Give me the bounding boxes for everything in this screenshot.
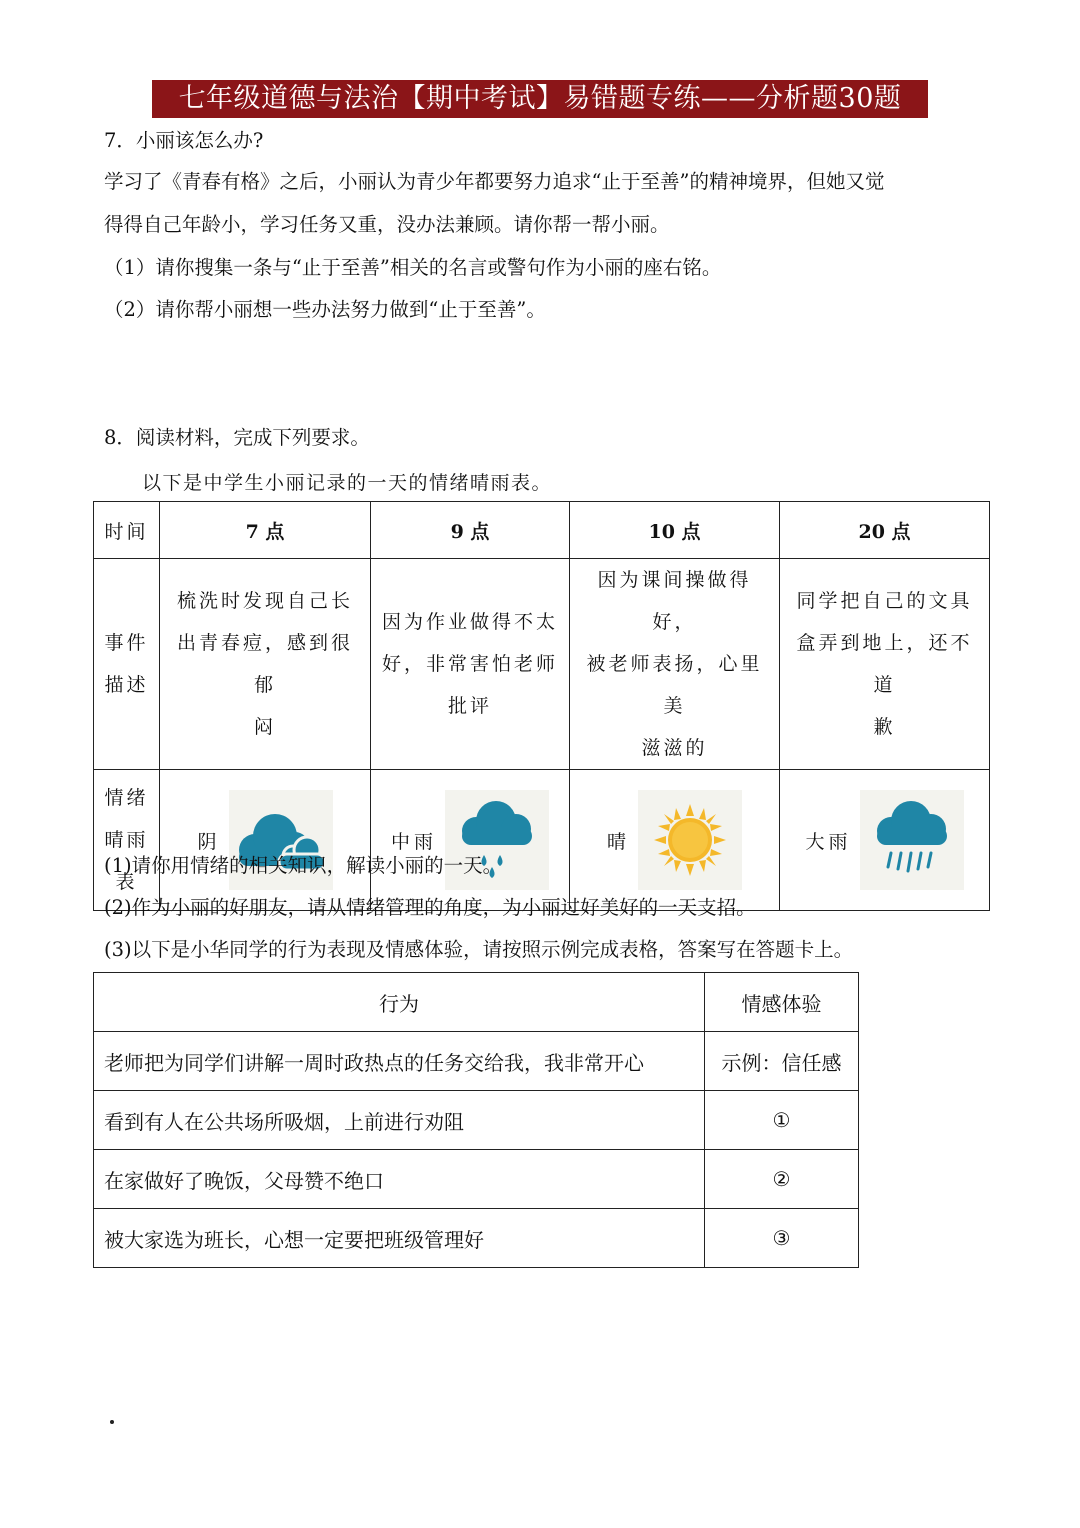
- mood-label-line1: 情绪: [104, 787, 149, 809]
- event-text: 梳洗时发现自己长: [176, 590, 353, 612]
- header-behavior: 行为: [94, 973, 705, 1032]
- page-title: 七年级道德与法治【期中考试】易错题专练——分析题30题: [152, 80, 928, 118]
- event-text: 好，非常害怕老师: [381, 653, 558, 675]
- event-text: 滋滋的: [641, 737, 708, 759]
- table-row: [94, 1032, 859, 1091]
- mood-cell-9: [371, 770, 570, 911]
- event-label-line1: 事件: [104, 632, 149, 654]
- mood-label-line2: 晴雨: [104, 829, 149, 851]
- mood-label: 中雨: [390, 830, 437, 853]
- event-text: 因为作业做得不太: [381, 611, 558, 633]
- behavior-cell: 在家做好了晚饭，父母赞不绝口: [94, 1150, 705, 1209]
- mood-cell-10: [570, 770, 780, 911]
- q7-heading: 7．小丽该怎么办?: [104, 129, 264, 152]
- event-text: 闷: [253, 716, 276, 738]
- event-cell: [780, 559, 990, 770]
- event-text: 盒弄到地上，还不道: [796, 632, 973, 696]
- emotion-table: [93, 501, 990, 911]
- header-20: 20 点: [780, 502, 990, 559]
- q8-intro: 以下是中学生小丽记录的一天的情绪晴雨表。: [142, 472, 553, 494]
- sunny-icon: [638, 790, 742, 890]
- behavior-cell: 看到有人在公共场所吸烟，上前进行劝阻: [94, 1091, 705, 1150]
- event-text: 出青春痘，感到很郁: [176, 632, 353, 696]
- mood-row-label: [94, 770, 160, 911]
- q7-paragraph-line1: 学习了《青春有格》之后，小丽认为青少年都要努力追求“止于至善”的精神境界，但她又觉: [104, 170, 885, 193]
- header-time: 时间: [94, 502, 160, 559]
- event-text: 同学把自己的文具: [796, 590, 973, 612]
- q8-subquestion-3: (3)以下是小华同学的行为表现及情感体验，请按照示例完成表格，答案写在答题卡上。: [104, 938, 854, 961]
- mood-label: 晴: [606, 830, 630, 853]
- header-feeling: 情感体验: [705, 973, 859, 1032]
- header-7: 7 点: [160, 502, 371, 559]
- behavior-cell: 被大家选为班长，心想一定要把班级管理好: [94, 1209, 705, 1268]
- mood-label: 大雨: [805, 830, 852, 853]
- event-row-label: [94, 559, 160, 770]
- behavior-cell: 老师把为同学们讲解一周时政热点的任务交给我，我非常开心: [94, 1032, 705, 1091]
- feeling-cell: ③: [705, 1209, 859, 1268]
- event-text: 因为课间操做得好，: [597, 569, 752, 633]
- event-cell: [371, 559, 570, 770]
- page-dot: [110, 1420, 114, 1424]
- q8-heading: 8．阅读材料，完成下列要求。: [104, 426, 370, 449]
- event-text: 被老师表扬，心里美: [586, 653, 763, 717]
- event-text: 歉: [873, 716, 896, 738]
- q7-paragraph-line2: 得得自己年龄小，学习任务又重，没办法兼顾。请你帮一帮小丽。: [104, 213, 670, 236]
- q7-subquestion-1: （1）请你搜集一条与“止于至善”相关的名言或警句作为小丽的座右铭。: [104, 256, 722, 279]
- event-cell: [160, 559, 371, 770]
- table-row: [94, 1150, 859, 1209]
- q8-subquestion-2: (2)作为小丽的好朋友，请从情绪管理的角度，为小丽过好美好的一天支招。: [104, 896, 756, 919]
- feeling-cell: ①: [705, 1091, 859, 1150]
- feeling-cell: 示例：信任感: [705, 1032, 859, 1091]
- header-10: 10 点: [570, 502, 780, 559]
- behavior-header-row: [94, 973, 859, 1032]
- feeling-cell: ②: [705, 1150, 859, 1209]
- behavior-table: [93, 972, 859, 1268]
- event-text: 批评: [447, 695, 492, 717]
- heavy-rain-icon: [860, 790, 964, 890]
- event-cell: [570, 559, 780, 770]
- mood-label: 阴: [197, 830, 221, 853]
- q7-subquestion-2: （2）请你帮小丽想一些办法努力做到“止于至善”。: [104, 298, 546, 321]
- event-row: [94, 559, 990, 770]
- mood-cell-7: [160, 770, 371, 911]
- mood-row: [94, 770, 990, 911]
- mood-label-line3: 表: [115, 871, 138, 893]
- table-row: [94, 1091, 859, 1150]
- table-row: [94, 1209, 859, 1268]
- emotion-table-header-row: [94, 502, 990, 559]
- header-9: 9 点: [371, 502, 570, 559]
- event-label-line2: 描述: [104, 674, 149, 696]
- mood-cell-20: [780, 770, 990, 911]
- q8-subquestion-1: (1)请你用情绪的相关知识，解读小丽的一天。: [104, 854, 503, 877]
